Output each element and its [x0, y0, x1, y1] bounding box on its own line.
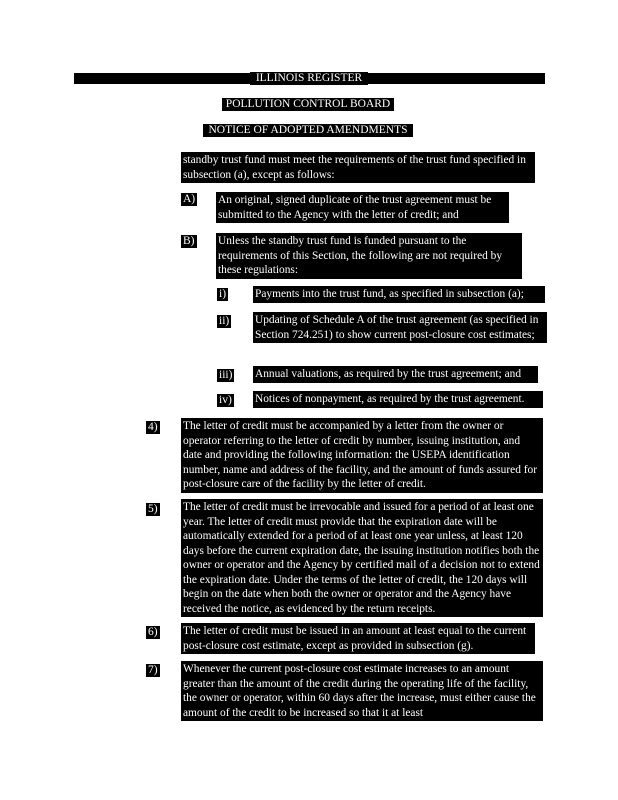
register-title: ILLINOIS REGISTER: [250, 72, 368, 85]
item-6-label: 6): [148, 626, 158, 638]
subitem-iii-text: Annual valuations, as required by the trust agreement; and: [253, 366, 538, 383]
item-b-label: B): [183, 235, 195, 247]
item-7-label: 7): [148, 664, 158, 676]
item-5-label: 5): [148, 503, 158, 515]
subitem-ii-label: ii): [219, 315, 230, 327]
subitem-i-text: Payments into the trust fund, as specified in subsection (a);: [253, 286, 545, 303]
item-b-text: Unless the standby trust fund is funded pursuant to the requirements of this Section, the following are not required by these regulations:: [216, 233, 522, 279]
item-4-text: The letter of credit must be accompanied by a letter from the owner or operator referring to the letter of credit by number, issuing institution, and date and providing the following information: the USEPA identification number, name and address of the facility, and the amount of funds assured for post-closure care of the facility by the letter of credit.: [181, 418, 543, 493]
subitem-i-label: i): [219, 288, 227, 300]
item-4-label: 4): [148, 421, 158, 433]
item-a-label: A): [183, 193, 196, 205]
item-a-text: An original, signed duplicate of the trust agreement must be submitted to the Agency with the letter of credit; and: [216, 192, 509, 223]
subitem-iv-text: Notices of nonpayment, as required by the trust agreement.: [253, 391, 543, 408]
intro-paragraph: standby trust fund must meet the requirements of the trust fund specified in subsection (a), except as follows:: [181, 152, 535, 183]
subitem-ii-text: Updating of Schedule A of the trust agreement (as specified in Section 724.251) to show current post-closure cost estimates;: [253, 312, 547, 343]
subitem-iv-label: iv): [219, 394, 232, 406]
subitem-iii-label: iii): [219, 369, 233, 381]
notice-title: NOTICE OF ADOPTED AMENDMENTS: [203, 124, 413, 137]
item-5-text: The letter of credit must be irrevocable and issued for a period of at least one year. The letter of credit must provide that the expiration date will be automatically extended for a period of at least one year unless, at least 120 days before the current expiration date, the issuing institution notifies both the owner or operator and the Agency by certified mail of a decision not to extend the expiration date. Under the terms of the letter of credit, the 120 days will begin on the date when both the owner or operator and the Agency have received the notice, as evidenced by the return receipts.: [181, 499, 543, 617]
item-6-text: The letter of credit must be issued in an amount at least equal to the current post-closure cost estimate, except as provided in subsection (g).: [181, 623, 535, 654]
item-7-text: Whenever the current post-closure cost estimate increases to an amount greater than the amount of the credit during the operating life of the facility, the owner or operator, within 60 days after the increase, must either cause the amount of the credit to be increased so that it at least: [181, 661, 543, 721]
board-title: POLLUTION CONTROL BOARD: [222, 98, 394, 111]
